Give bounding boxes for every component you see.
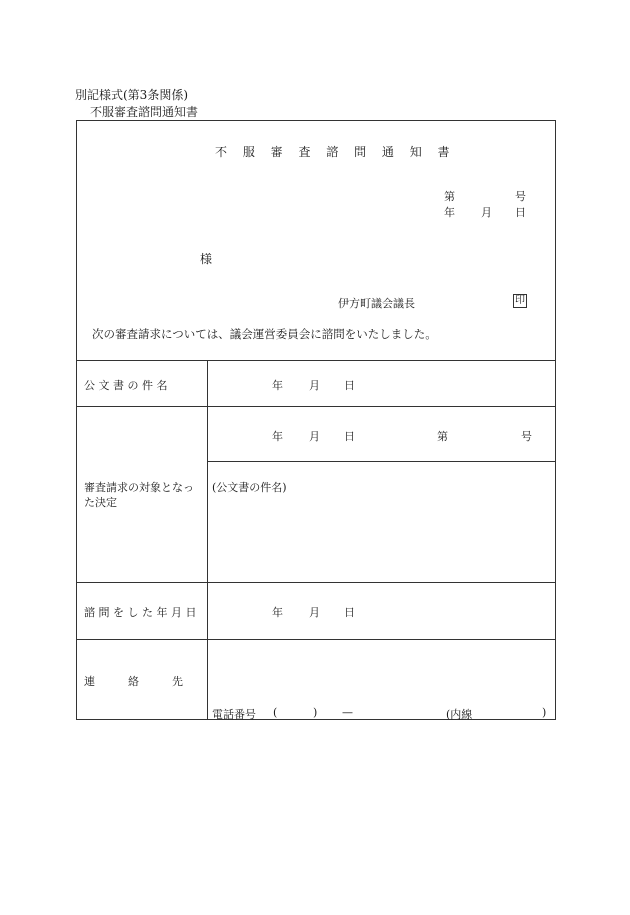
decision-date-day: 日 bbox=[344, 430, 355, 443]
phone-close-paren: ) bbox=[313, 706, 318, 719]
decision-date-month: 月 bbox=[309, 430, 320, 443]
recipient-suffix: 様 bbox=[200, 252, 213, 266]
seal-mark: 印 bbox=[515, 295, 525, 306]
inquiry-date-day: 日 bbox=[344, 606, 355, 619]
divider-label-column bbox=[207, 360, 208, 720]
doc-date-year: 年 bbox=[272, 379, 283, 392]
notice-title: 不 服 審 査 諮 問 通 知 書 bbox=[215, 145, 456, 159]
phone-dash: — bbox=[342, 706, 353, 719]
extension-close-paren: ) bbox=[542, 706, 547, 719]
inquiry-date-label: 諮 問 を し た 年 月 日 bbox=[84, 606, 197, 619]
notice-body: 次の審査請求については、議会運営委員会に諮問をいたしました。 bbox=[92, 327, 437, 341]
doc-date-day: 日 bbox=[344, 379, 355, 392]
doc-date-month: 月 bbox=[309, 379, 320, 392]
notice-date-year: 年 bbox=[444, 206, 455, 219]
number-label: 第 bbox=[444, 190, 455, 203]
extension-label: (内線 bbox=[446, 708, 473, 721]
form-label: 別記様式(第3条関係) bbox=[75, 88, 188, 102]
divider-doc-name bbox=[76, 406, 556, 407]
notice-date-day: 日 bbox=[515, 206, 526, 219]
decision-label: 審査請求の対象となった決定 bbox=[84, 481, 194, 509]
divider-inquiry bbox=[76, 639, 556, 640]
phone-label: 電話番号 bbox=[212, 708, 256, 721]
phone-open-paren: ( bbox=[273, 706, 278, 719]
sender-name: 伊方町議会議長 bbox=[338, 297, 415, 310]
decision-doc-name-hint: (公文書の件名) bbox=[212, 481, 287, 494]
doc-name-label: 公 文 書 の 件 名 bbox=[84, 379, 168, 392]
divider-decision-inner bbox=[207, 461, 556, 462]
decision-number-label: 第 bbox=[437, 430, 448, 443]
divider-decision bbox=[76, 582, 556, 583]
inquiry-date-year: 年 bbox=[272, 606, 283, 619]
decision-date-year: 年 bbox=[272, 430, 283, 443]
decision-number-suffix: 号 bbox=[521, 430, 532, 443]
notice-date-month: 月 bbox=[481, 206, 492, 219]
number-suffix: 号 bbox=[515, 190, 526, 203]
divider-notice bbox=[76, 360, 556, 361]
contact-label: 連 絡 先 bbox=[84, 675, 183, 688]
inquiry-date-month: 月 bbox=[309, 606, 320, 619]
form-name: 不服審査諮問通知書 bbox=[90, 105, 199, 119]
